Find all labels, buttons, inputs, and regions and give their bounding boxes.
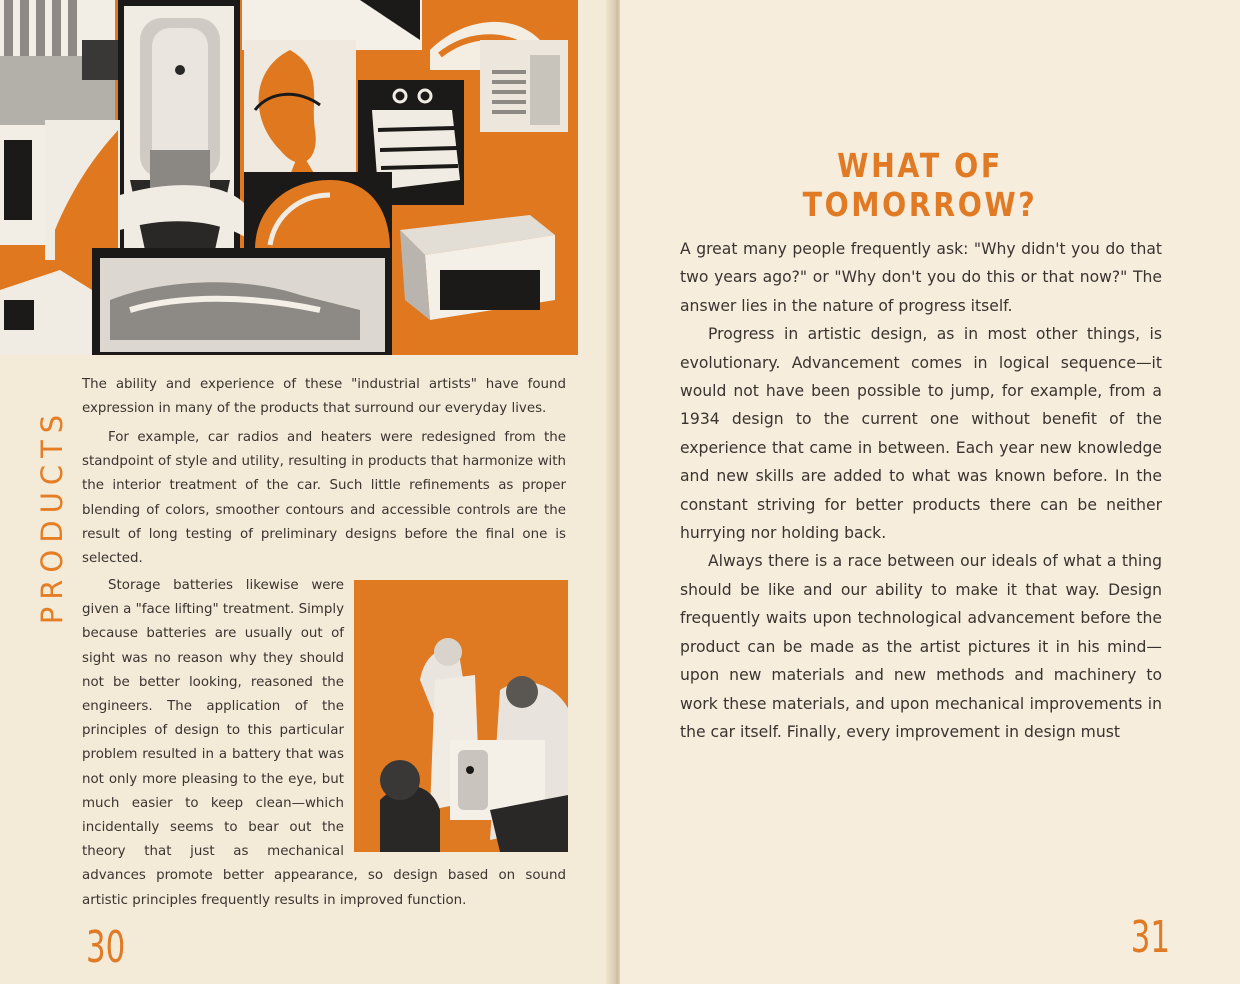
page-heading: WHAT OF TOMORROW? — [802, 146, 1038, 224]
right-paragraph-2: Progress in artistic design, as in most other things, is evolutionary. Advancement comes in logical sequence—it would not have been possible to jump, for example, from a 1934 design to the current one without benefit of the experience that came in between. Each year new knowledge and new skills are added to what was known before. In the constant striving for better products there can be neither hurrying nor holding back. — [680, 325, 1162, 543]
left-paragraph-3: Storage batteries likewise were given a "face lifting" treatment. Simply because batteries are usually out of sight was no reason why they should not be better looking, reasoned the engineers. The application of the principles of design to this particular problem resulted in a battery that was not only more pleasing to the eye, but much easier to keep clean—which incidentally seems to bear out the theory that just as mechanical advances promote better appearance, so design based on sound artistic principles frequently results in improved function. — [82, 578, 566, 908]
page-number-right: 31 — [1130, 912, 1170, 963]
right-body-text — [680, 235, 1162, 746]
page-number-left: 30 — [86, 922, 126, 973]
left-paragraph-1: The ability and experience of these "industrial artists" have found expression in many of the products that surround our everyday lives. — [82, 377, 566, 417]
left-paragraph-3-container — [82, 574, 566, 913]
side-section-label — [22, 407, 82, 625]
left-page — [0, 0, 612, 984]
right-paragraph-3: Always there is a race between our ideals of what a thing should be like and our ability to make it that way. Design frequently waits upon technological advancement before the product can be made as the artist pictures it in his mind—upon new materials and new methods and machinery to work these materials, and upon mechanical improvements in the car itself. Finally, every improvement in design must — [680, 552, 1162, 741]
section-label-text: PRODUCTS — [35, 407, 69, 625]
products-collage-illustration — [0, 0, 578, 355]
left-paragraph-2: For example, car radios and heaters were redesigned from the standpoint of style and utility, resulting in products that harmonize with the interior treatment of the car. Such little refinements as proper blending of colors, smoother contours and accessible controls are the result of long testing of preliminary designs before the final one is selected. — [82, 430, 566, 567]
right-paragraph-1: A great many people frequently ask: "Why didn't you do that two years ago?" or "Why don't you do this or that now?" The answer lies in the nature of progress itself. — [680, 240, 1162, 315]
battery-engineers-illustration — [354, 580, 568, 852]
